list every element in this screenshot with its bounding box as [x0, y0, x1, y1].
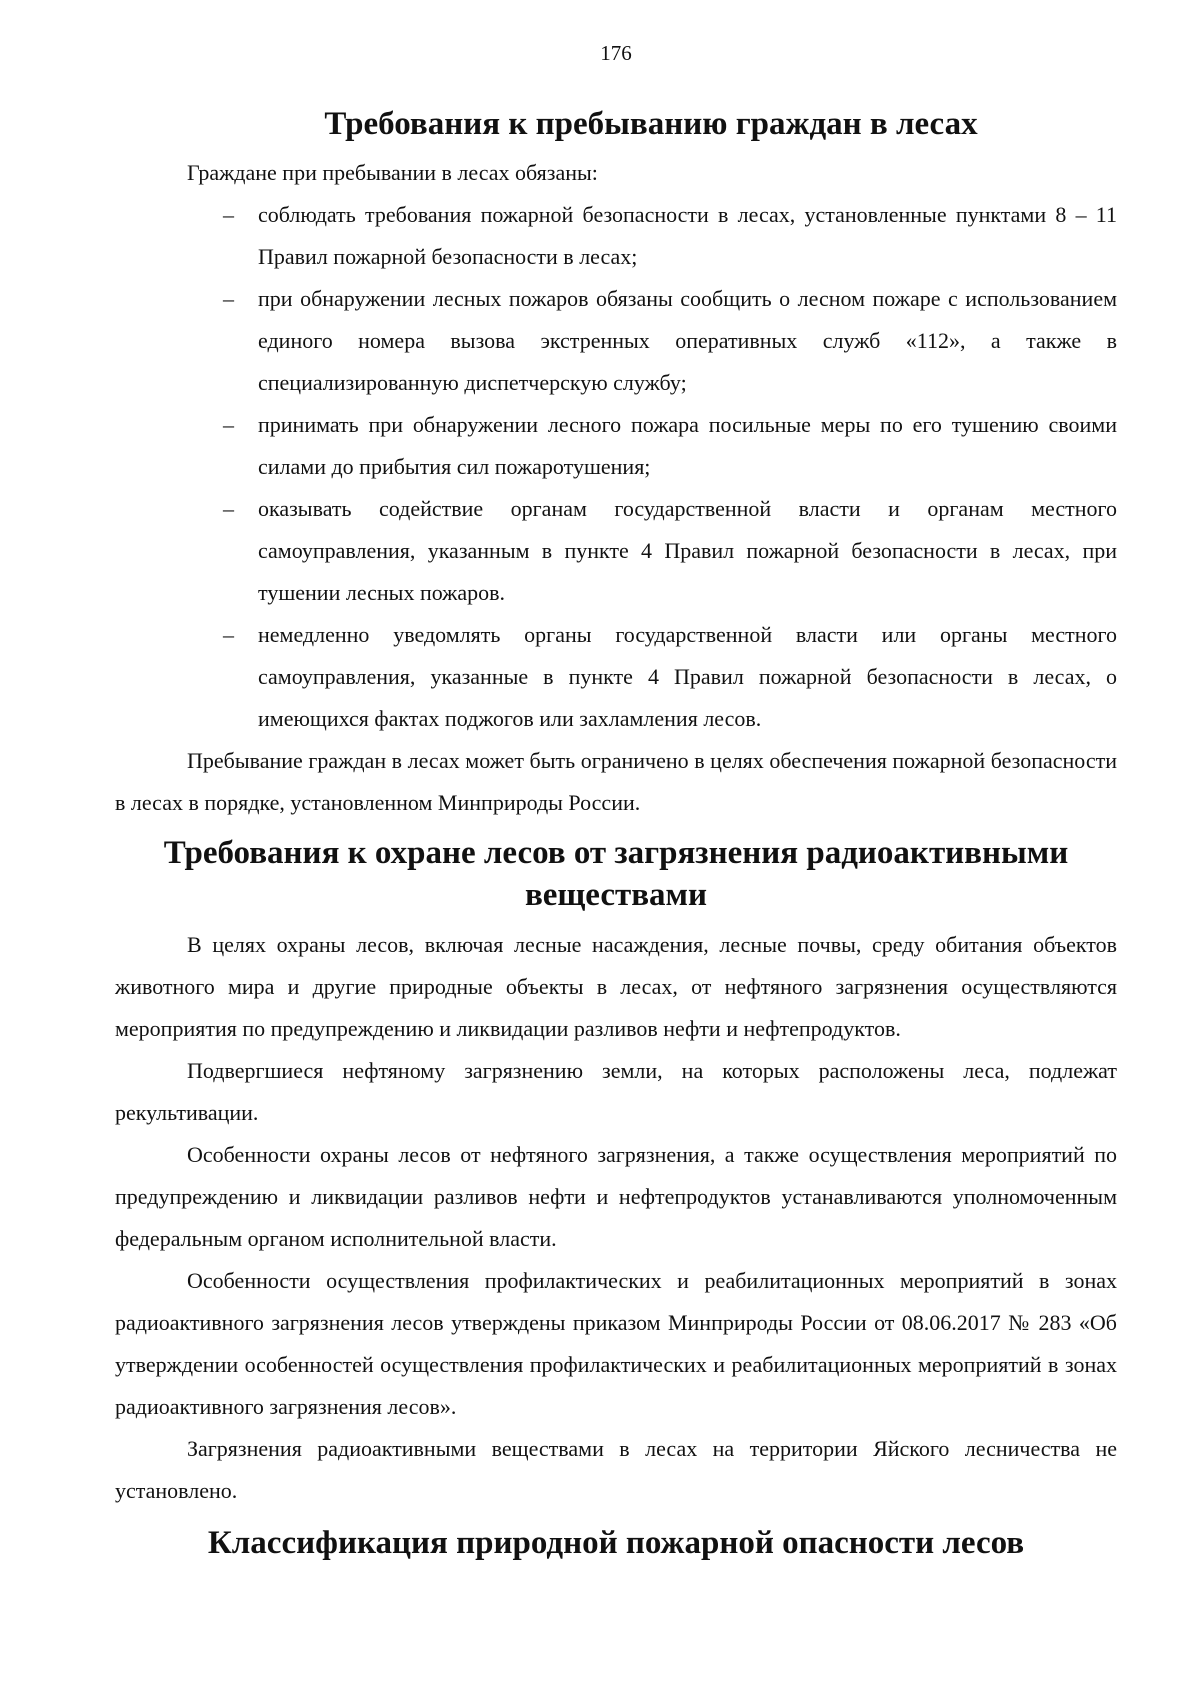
paragraph: Загрязнения радиоактивными веществами в лесах на территории Яйского лесничества не установлено. [115, 1436, 1117, 1503]
section-heading-fire-classification: Классификация природной пожарной опасности лесов [207, 1525, 1025, 1561]
list-item-text: принимать при обнаружении лесного пожара посильные меры по его тушению своими силами до прибытия сил пожаротушения; [258, 412, 1117, 479]
dash-bullet: – [223, 202, 234, 227]
list-intro: Граждане при пребывании в лесах обязаны: [187, 160, 598, 185]
dash-bullet: – [223, 412, 234, 437]
section-heading-citizen-stay: Требования к пребыванию граждан в лесах [324, 106, 978, 142]
list-item-text: при обнаружении лесных пожаров обязаны сообщить о лесном пожаре с использованием единого номера вызова экстренных оперативных служб «112», а также в специализированную диспетчерскую службу; [258, 286, 1117, 395]
paragraph: Особенности охраны лесов от нефтяного загрязнения, а также осуществления мероприятий по предупреждению и ликвидации разливов нефти и нефтепродуктов устанавливаются уполномоченным федеральным органом исполнительной власти. [115, 1142, 1117, 1251]
paragraph: В целях охраны лесов, включая лесные насаждения, лесные почвы, среду обитания объектов животного мира и другие природные объекты в лесах, от нефтяного загрязнения осуществляются мероприятия по предупреждению и ликвидации разливов нефти и нефтепродуктов. [115, 932, 1117, 1041]
paragraph: Особенности осуществления профилактических и реабилитационных мероприятий в зонах радиоактивного загрязнения лесов утверждены приказом Минприроды России от 08.06.2017 № 283 «Об утверждении особенностей осуществления профилактических и реабилитационных мероприятий в зонах радиоактивного загрязнения лесов». [115, 1268, 1117, 1419]
list-item-text: соблюдать требования пожарной безопасности в лесах, установленные пунктами 8 – 11 Правил пожарной безопасности в лесах; [258, 202, 1117, 269]
section-heading-radioactive: Требования к охране лесов от загрязнения радиоактивными веществами [163, 835, 1069, 913]
list-item [115, 614, 1117, 740]
list-item [115, 488, 1117, 614]
paragraph-stay-restriction: Пребывание граждан в лесах может быть ограничено в целях обеспечения пожарной безопасности в лесах в порядке, установленном Минприроды России. [115, 748, 1117, 815]
list-item [115, 404, 1117, 488]
obligations-list [115, 194, 1117, 740]
list-item-text: оказывать содействие органам государственной власти и органам местного самоуправления, указанным в пункте 4 Правил пожарной безопасности в лесах, при тушении лесных пожаров. [258, 496, 1117, 605]
dash-bullet: – [223, 622, 234, 647]
dash-bullet: – [223, 496, 234, 521]
dash-bullet: – [223, 286, 234, 311]
page-content [115, 103, 1117, 1564]
page-number: 176 [600, 41, 632, 65]
list-item-text: немедленно уведомлять органы государственной власти или органы местного самоуправления, указанные в пункте 4 Правил пожарной безопасности в лесах, о имеющихся фактах поджогов или захламления лесов. [258, 622, 1117, 731]
list-item [115, 194, 1117, 278]
paragraph: Подвергшиеся нефтяному загрязнению земли, на которых расположены леса, подлежат рекультивации. [115, 1058, 1117, 1125]
list-item [115, 278, 1117, 404]
